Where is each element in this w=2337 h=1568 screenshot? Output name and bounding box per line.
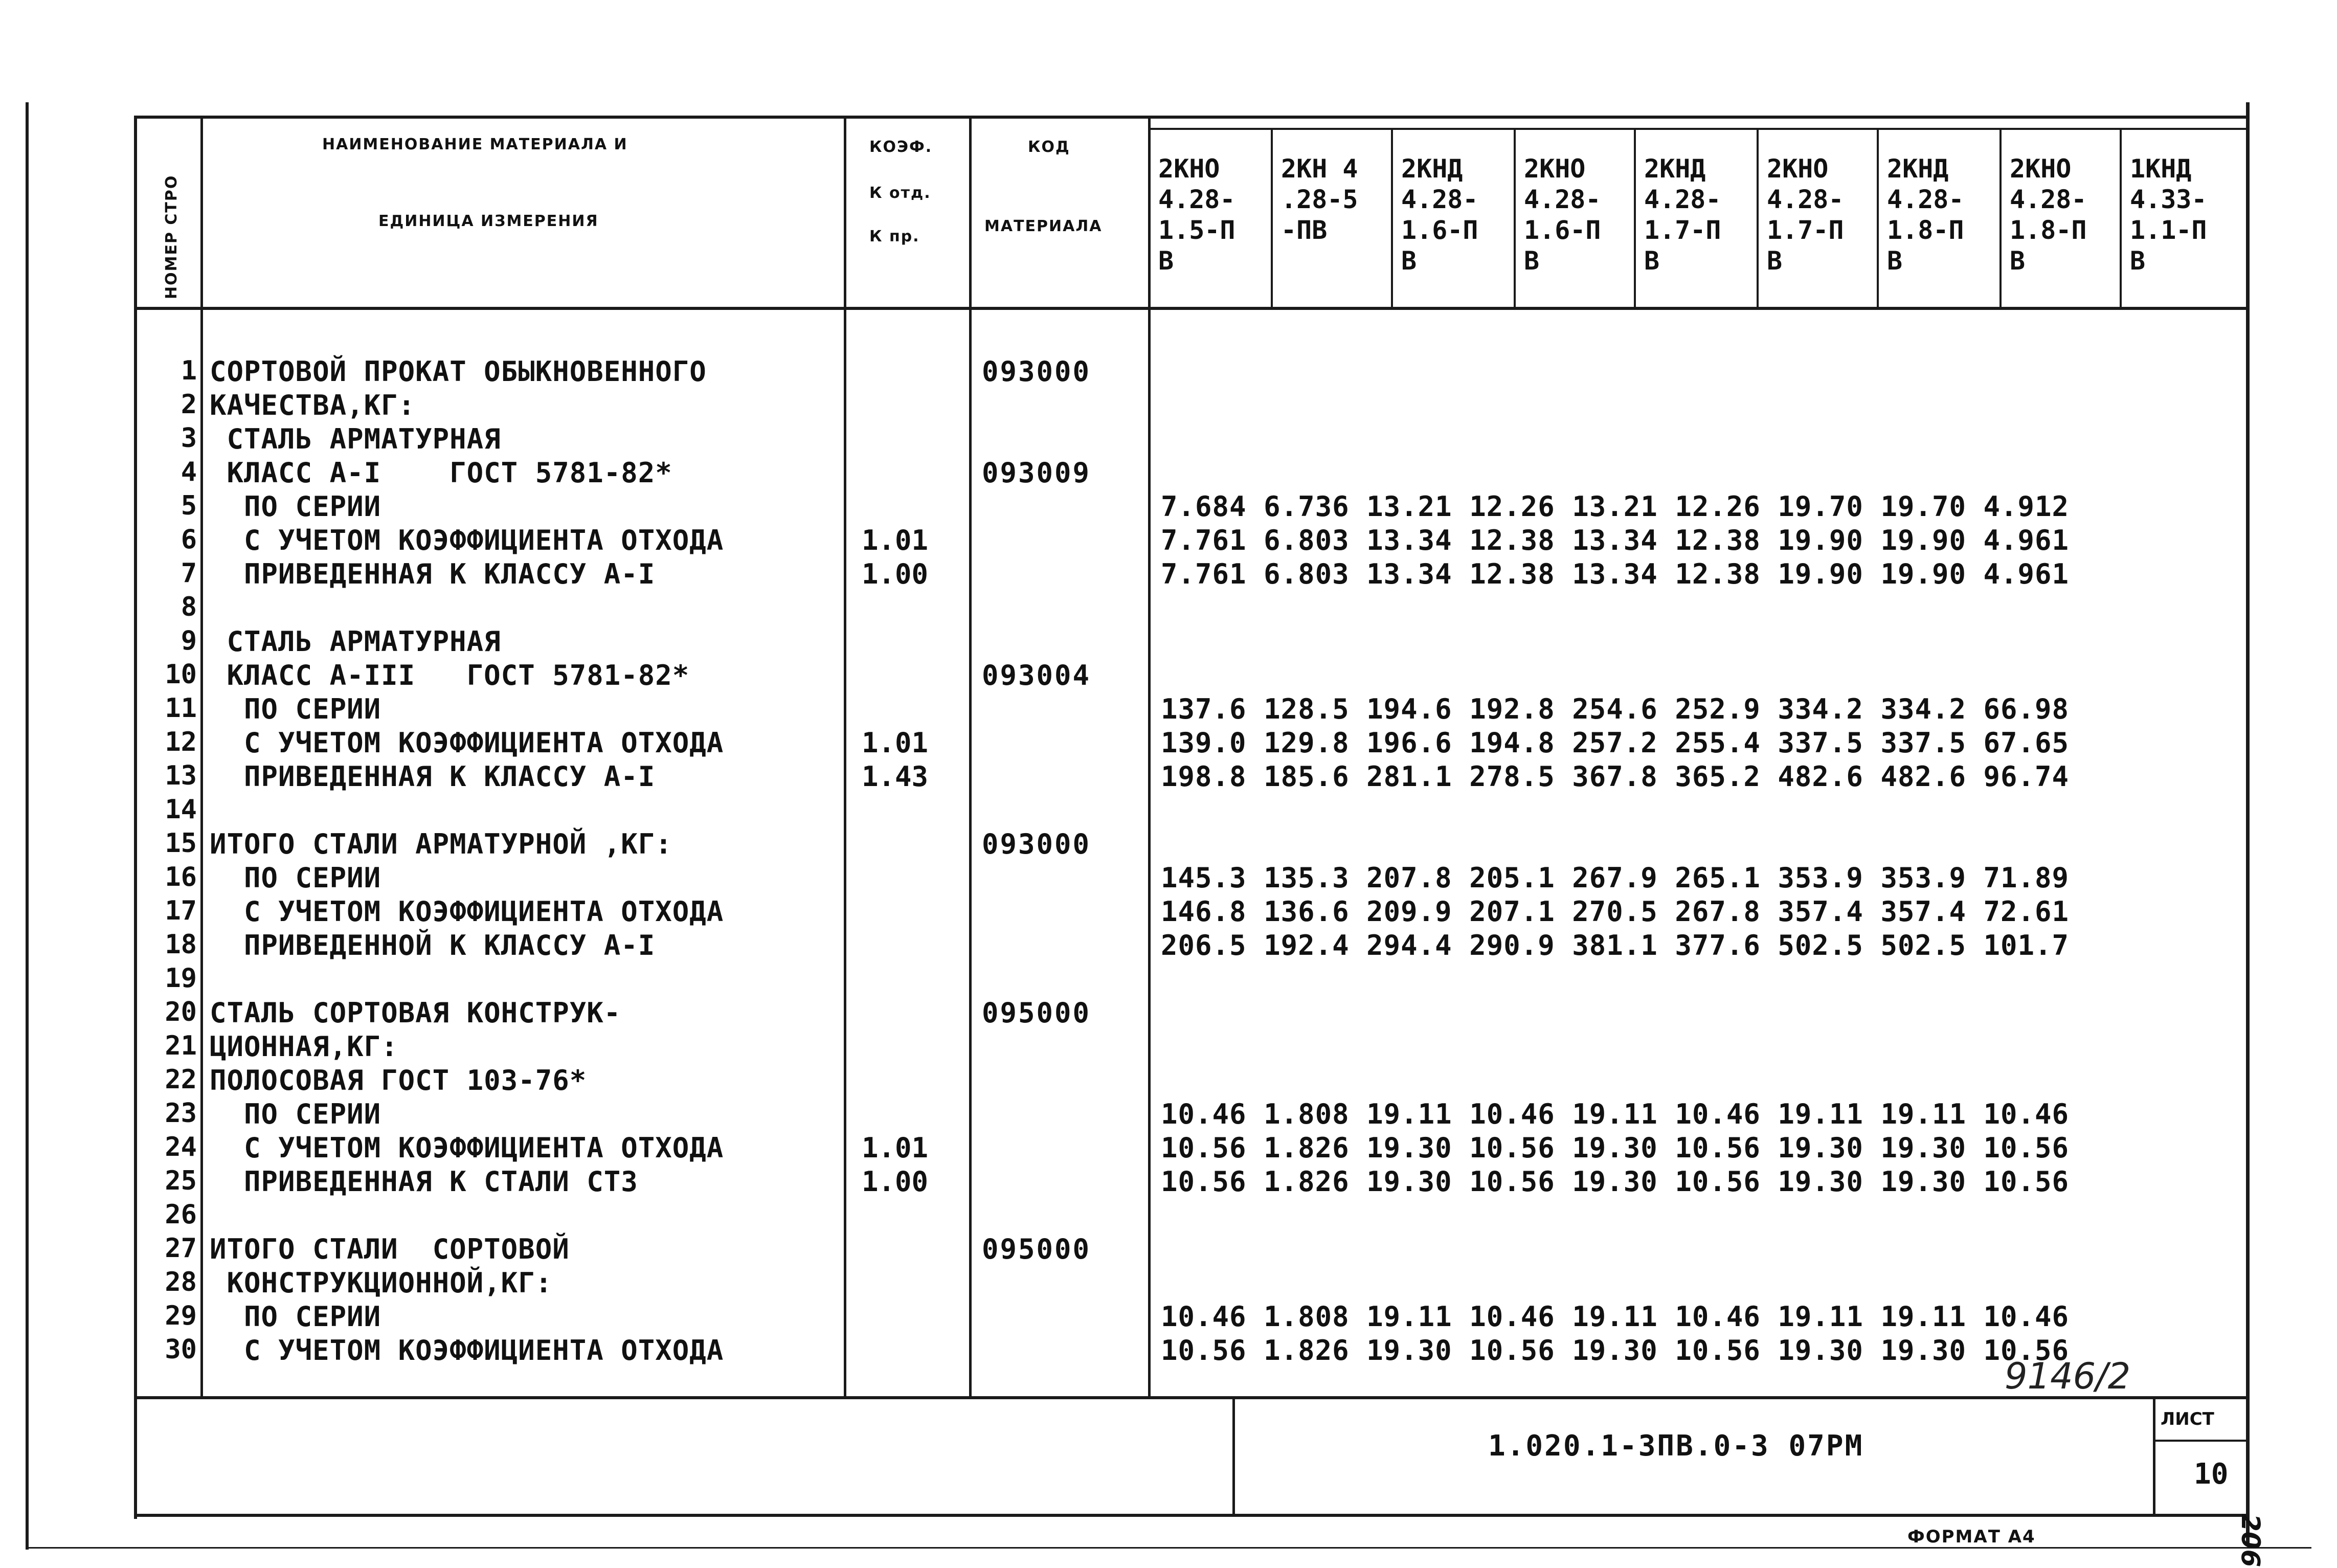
row-name: ПОЛОСОВАЯ ГОСТ 103-76*: [210, 1064, 587, 1096]
row-values: 10.46 1.808 19.11 10.46 19.11 10.46 19.11 19.11 10.46: [1161, 1301, 2070, 1333]
row-number: 11: [165, 693, 197, 724]
row-number: 22: [165, 1064, 197, 1095]
header-col-1: 2КНО 4.28- 1.5-П В: [1158, 154, 1235, 276]
row-number: 19: [165, 963, 197, 994]
header-col-3: 2КНД 4.28- 1.6-П В: [1401, 154, 1478, 276]
row-number: 1: [181, 355, 197, 386]
header-col-div-1: [1271, 128, 1273, 309]
row-number: 17: [165, 895, 197, 926]
titleblock-divider-left: [1232, 1399, 1235, 1516]
row-name: КОНСТРУКЦИОННОЙ,КГ:: [210, 1267, 553, 1299]
row-name: СТАЛЬ СОРТОВАЯ КОНСТРУК-: [210, 997, 621, 1029]
row-name: ПРИВЕДЕННАЯ К СТАЛИ СТ3: [210, 1166, 638, 1198]
header-col-div-2: [1391, 128, 1393, 309]
row-name: ЦИОННАЯ,КГ:: [210, 1031, 398, 1063]
row-number: 14: [165, 794, 197, 825]
row-code: 093000: [982, 828, 1091, 860]
row-values: 10.56 1.826 19.30 10.56 19.30 10.56 19.30 19.30 10.56: [1161, 1166, 2070, 1198]
header-name-label-1: НАИМЕНОВАНИЕ МАТЕРИАЛА И: [322, 136, 628, 153]
titleblock-sheet-hline: [2153, 1440, 2248, 1442]
table-left-border: [134, 118, 137, 1519]
row-number: 10: [165, 659, 197, 690]
header-col-9: 1КНД 4.33- 1.1-П В: [2130, 154, 2207, 276]
row-code: 093009: [982, 457, 1091, 489]
row-number: 28: [165, 1267, 197, 1297]
row-values: 7.761 6.803 13.34 12.38 13.34 12.38 19.90 19.90 4.961: [1161, 524, 2070, 556]
header-coef-label-1: КОЭФ.: [869, 138, 933, 156]
format-label: ФОРМАТ А4: [1907, 1527, 2036, 1547]
row-name: СТАЛЬ АРМАТУРНАЯ: [210, 625, 501, 658]
row-number: 24: [165, 1132, 197, 1162]
row-number: 26: [165, 1199, 197, 1230]
row-name: СТАЛЬ АРМАТУРНАЯ: [210, 423, 501, 455]
row-number: 21: [165, 1031, 197, 1061]
titleblock-bottom-border: [134, 1514, 2249, 1517]
row-name: СОРТОВОЙ ПРОКАТ ОБЫКНОВЕННОГО: [210, 355, 707, 388]
row-name: С УЧЕТОМ КОЭФФИЦИЕНТА ОТХОДА: [210, 524, 724, 556]
row-number: 25: [165, 1166, 197, 1196]
row-name: ПО СЕРИИ: [210, 693, 381, 725]
row-name: КАЧЕСТВА,КГ:: [210, 389, 416, 421]
header-col-8: 2КНО 4.28- 1.8-П В: [2010, 154, 2087, 276]
row-name: ПРИВЕДЕННАЯ К КЛАССУ А-I: [210, 558, 656, 590]
row-values: 146.8 136.6 209.9 207.1 270.5 267.8 357.4 357.4 72.61: [1161, 895, 2070, 928]
row-name: С УЧЕТОМ КОЭФФИЦИЕНТА ОТХОДА: [210, 727, 724, 759]
row-name: ИТОГО СТАЛИ АРМАТУРНОЙ ,КГ:: [210, 828, 672, 860]
row-code: 095000: [982, 997, 1091, 1029]
col-divider-code: [1148, 118, 1151, 1399]
row-number: 9: [181, 625, 197, 656]
row-number: 12: [165, 727, 197, 757]
row-code: 093000: [982, 355, 1091, 388]
row-number: 16: [165, 862, 197, 892]
col-divider-name: [844, 118, 846, 1399]
handwritten-note: 9146/2: [2005, 1355, 2131, 1397]
page-bottom-line: [26, 1547, 2311, 1549]
row-values: 139.0 129.8 196.6 194.8 257.2 255.4 337.5 337.5 67.65: [1161, 727, 2070, 759]
table-right-border: [2246, 102, 2250, 1544]
row-number: 5: [181, 490, 197, 521]
page-number: 206: [2236, 1514, 2265, 1567]
row-name: С УЧЕТОМ КОЭФФИЦИЕНТА ОТХОДА: [210, 1334, 724, 1367]
row-name: ПО СЕРИИ: [210, 490, 381, 523]
row-number: 23: [165, 1098, 197, 1129]
row-values: 198.8 185.6 281.1 278.5 367.8 365.2 482.6 482.6 96.74: [1161, 760, 2070, 793]
header-col-5: 2КНД 4.28- 1.7-П В: [1644, 154, 1721, 276]
row-number: 30: [165, 1334, 197, 1365]
header-col-div-6: [1877, 128, 1879, 309]
row-values: 7.684 6.736 13.21 12.26 13.21 12.26 19.70 19.70 4.912: [1161, 490, 2070, 523]
sheet-number: 10: [2194, 1458, 2229, 1491]
row-coef: 1.01: [862, 1132, 929, 1164]
row-coef: 1.01: [862, 727, 929, 759]
row-name: КЛАСС А-III ГОСТ 5781-82*: [210, 659, 690, 691]
header-col-div-4: [1634, 128, 1636, 309]
header-name-label-2: ЕДИНИЦА ИЗМЕРЕНИЯ: [378, 212, 599, 230]
header-inner-top: [1151, 128, 2248, 130]
header-bottom-border: [134, 307, 2249, 310]
col-divider-coef: [969, 118, 972, 1399]
row-values: 145.3 135.3 207.8 205.1 267.9 265.1 353.9 353.9 71.89: [1161, 862, 2070, 894]
row-number: 13: [165, 760, 197, 791]
row-number: 3: [181, 423, 197, 454]
row-values: 10.56 1.826 19.30 10.56 19.30 10.56 19.30 19.30 10.56: [1161, 1132, 2070, 1164]
row-name: ПО СЕРИИ: [210, 1098, 381, 1130]
row-number: 2: [181, 389, 197, 420]
header-coef-label-3: К пр.: [869, 228, 920, 245]
row-number: 8: [181, 592, 197, 622]
header-col-6: 2КНО 4.28- 1.7-П В: [1767, 154, 1844, 276]
header-col-div-7: [1999, 128, 2002, 309]
row-name: ПРИВЕДЕННОЙ К КЛАССУ А-I: [210, 929, 656, 961]
row-values: 10.56 1.826 19.30 10.56 19.30 10.56 19.30 19.30 10.56: [1161, 1334, 2070, 1367]
header-col-4: 2КНО 4.28- 1.6-П В: [1524, 154, 1601, 276]
sheet-label: ЛИСТ: [2161, 1409, 2214, 1429]
header-coef-label-2: К отд.: [869, 184, 931, 202]
row-values: 10.46 1.808 19.11 10.46 19.11 10.46 19.11 19.11 10.46: [1161, 1098, 2070, 1130]
header-col-div-5: [1757, 128, 1759, 309]
row-name: ПО СЕРИИ: [210, 1301, 381, 1333]
document-code: 1.020.1-3ПВ.0-3 07РМ: [1488, 1429, 1864, 1463]
row-code: 095000: [982, 1233, 1091, 1265]
row-number: 6: [181, 524, 197, 555]
row-values: 206.5 192.4 294.4 290.9 381.1 377.6 502.5 502.5 101.7: [1161, 929, 2070, 961]
header-col-7: 2КНД 4.28- 1.8-П В: [1887, 154, 1964, 276]
row-code: 093004: [982, 659, 1091, 691]
header-col-2: 2КН 4 .28-5 -ПВ: [1281, 154, 1358, 245]
row-number: 15: [165, 828, 197, 859]
body-bottom-border: [134, 1396, 2249, 1399]
header-rownum-label: НОМЕР СТРО: [163, 174, 181, 299]
row-values: 137.6 128.5 194.6 192.8 254.6 252.9 334.2 334.2 66.98: [1161, 693, 2070, 725]
row-coef: 1.00: [862, 1166, 929, 1198]
header-code-label-2: МАТЕРИАЛА: [984, 217, 1103, 235]
row-number: 18: [165, 929, 197, 960]
row-coef: 1.01: [862, 524, 929, 556]
row-name: С УЧЕТОМ КОЭФФИЦИЕНТА ОТХОДА: [210, 895, 724, 928]
row-coef: 1.43: [862, 760, 929, 793]
row-values: 7.761 6.803 13.34 12.38 13.34 12.38 19.90 19.90 4.961: [1161, 558, 2070, 590]
left-margin-line: [26, 102, 29, 1550]
row-coef: 1.00: [862, 558, 929, 590]
row-number: 4: [181, 457, 197, 487]
row-name: С УЧЕТОМ КОЭФФИЦИЕНТА ОТХОДА: [210, 1132, 724, 1164]
row-number: 29: [165, 1301, 197, 1331]
row-number: 7: [181, 558, 197, 589]
row-name: КЛАСС А-I ГОСТ 5781-82*: [210, 457, 672, 489]
header-code-label-1: КОД: [1028, 138, 1070, 156]
row-name: ИТОГО СТАЛИ СОРТОВОЙ: [210, 1233, 570, 1265]
row-number: 27: [165, 1233, 197, 1264]
header-col-div-3: [1514, 128, 1516, 309]
header-col-div-8: [2120, 128, 2122, 309]
row-number: 20: [165, 997, 197, 1027]
row-name: ПРИВЕДЕННАЯ К КЛАССУ А-I: [210, 760, 656, 793]
col-divider-rownum: [200, 118, 203, 1399]
row-name: ПО СЕРИИ: [210, 862, 381, 894]
titleblock-divider-sheet: [2153, 1399, 2155, 1516]
table-top-border: [134, 116, 2249, 119]
